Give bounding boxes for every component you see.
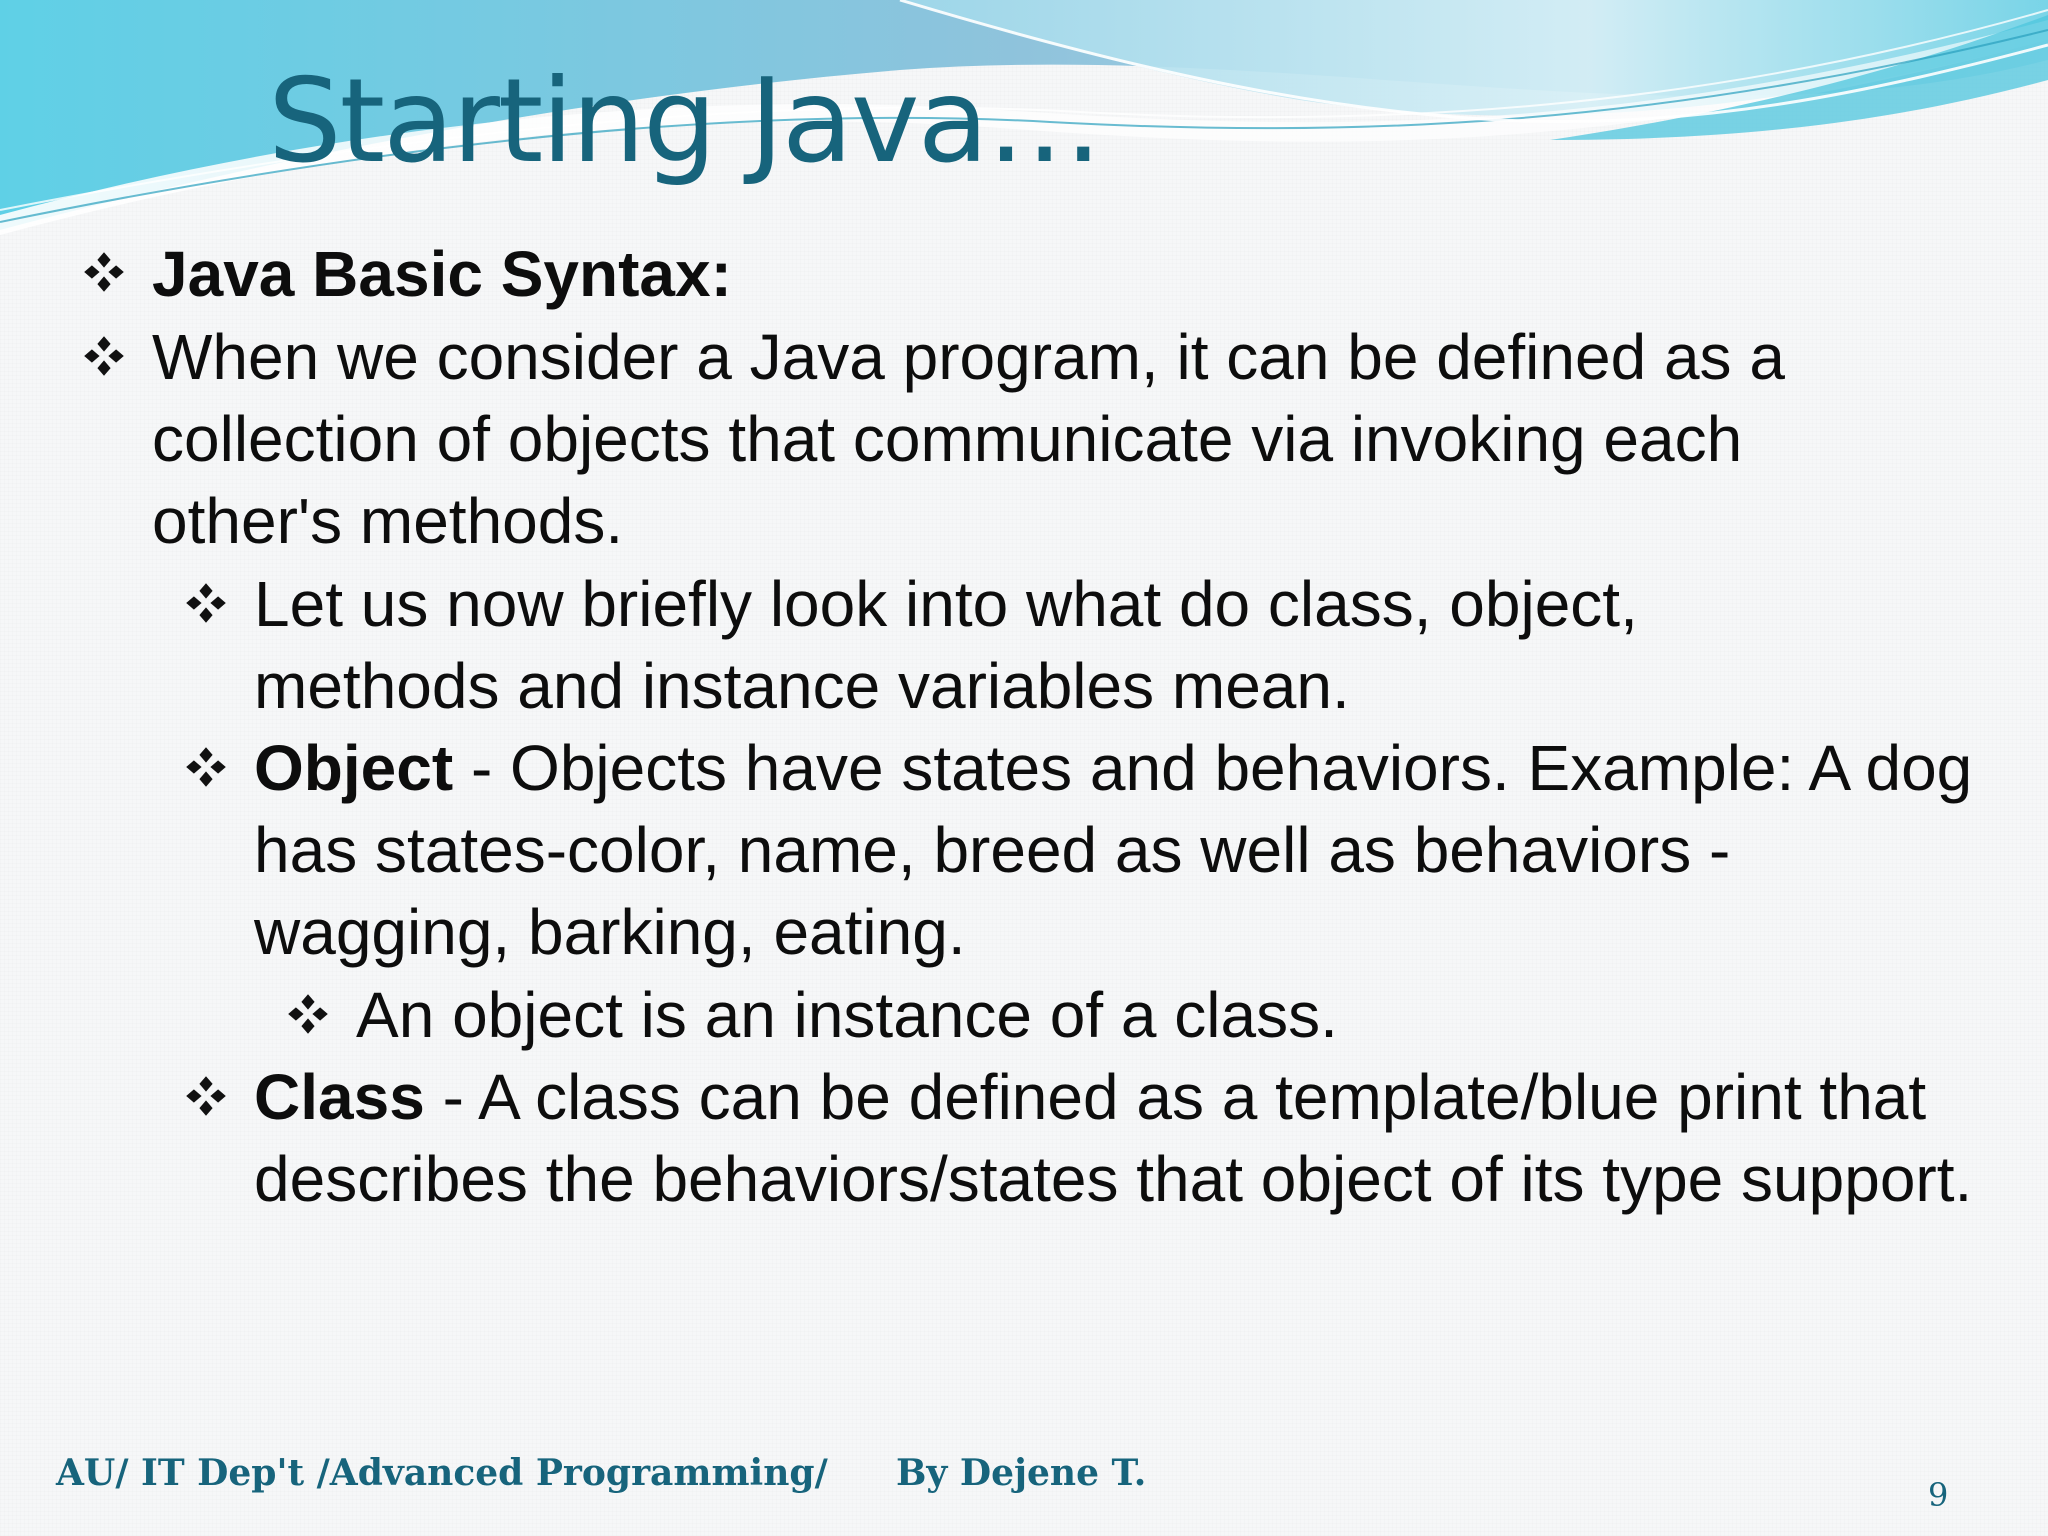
slide-title: Starting Java… — [268, 54, 1101, 189]
four-diamond-bullet-icon — [184, 581, 228, 625]
four-diamond-bullet-icon — [82, 250, 126, 294]
term-class: Class — [254, 1061, 425, 1133]
list-item-class-definition — [254, 1056, 1974, 1220]
list-item-java-basic-syntax — [152, 233, 1972, 315]
page-number: 9 — [1928, 1476, 1949, 1514]
four-diamond-bullet-icon — [184, 745, 228, 789]
list-item-text: Let us now briefly look into what do class, object, methods and instance variables mean. — [254, 568, 1638, 722]
list-item-text: - A class can be defined as a template/blue print that describes the behaviors/states that object of its type support. — [254, 1061, 1973, 1215]
list-item-java-program-definition — [152, 316, 1942, 562]
list-item-look-into-terms — [254, 563, 1814, 727]
list-item-text: When we consider a Java program, it can be defined as a collection of objects that communicate via invoking each other's methods. — [152, 321, 1785, 557]
term-object: Object — [254, 732, 454, 804]
list-item-object-instance — [356, 974, 1956, 1056]
list-item-text: Java Basic Syntax: — [152, 238, 732, 310]
footer-course: AU/ IT Dep't /Advanced Programming/ — [56, 1452, 828, 1494]
four-diamond-bullet-icon — [82, 334, 126, 378]
four-diamond-bullet-icon — [286, 992, 330, 1036]
list-item-text: An object is an instance of a class. — [356, 979, 1338, 1051]
list-item-object-definition — [254, 727, 1974, 973]
list-item-text: - Objects have states and behaviors. Example: A dog has states-color, name, breed as well as behaviors -wagging, barking, eating. — [254, 732, 1973, 968]
footer-author: By Dejene T. — [896, 1452, 1147, 1494]
four-diamond-bullet-icon — [184, 1074, 228, 1118]
